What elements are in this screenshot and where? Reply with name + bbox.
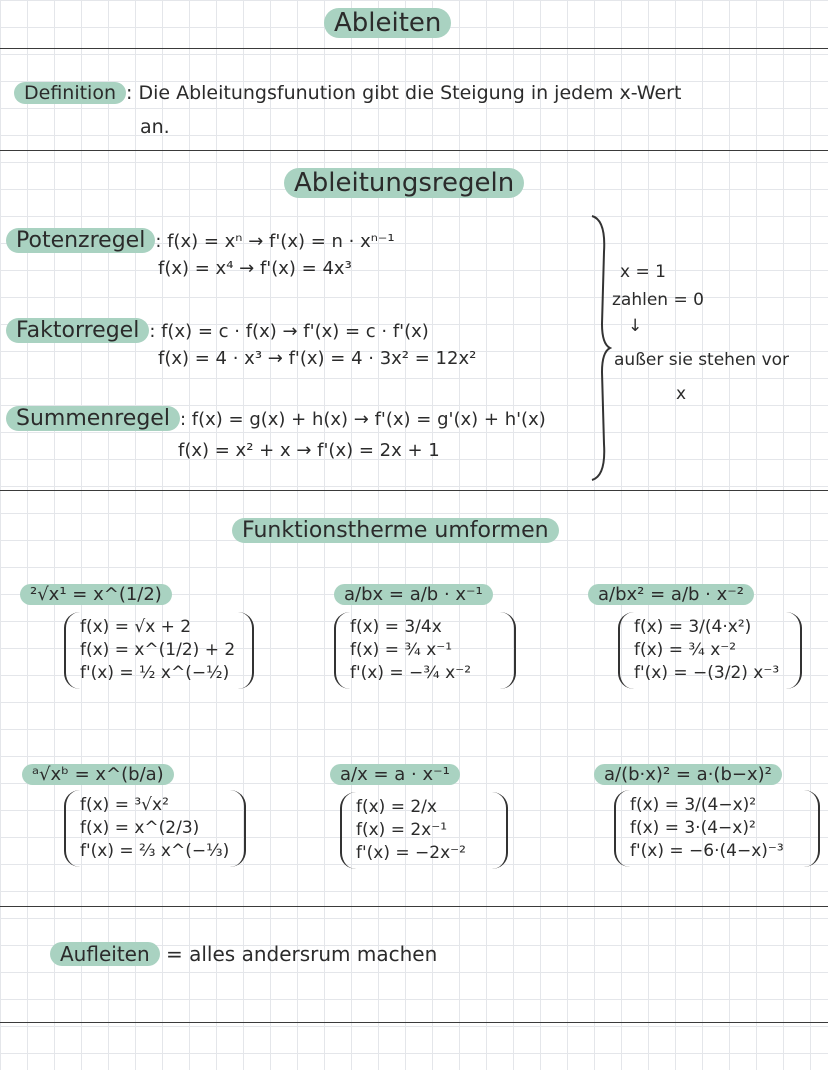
- card-1-box: f(x) = √x + 2 f(x) = x^(1/2) + 2 f'(x) = ½ x^(−½): [64, 612, 254, 689]
- card-4-box: f(x) = ³√x² f(x) = x^(2/3) f'(x) = ⅔ x^(−⅓): [64, 790, 246, 867]
- definition-text: : Die Ableitungsfunution gibt die Steigung in jedem x-Wert: [126, 82, 682, 104]
- summenregel-label: Summenregel: [6, 406, 180, 431]
- down-arrow-icon: ↓: [628, 316, 643, 336]
- aufleiten-line: [50, 942, 437, 966]
- summenregel-line-2: f(x) = x² + x → f'(x) = 2x + 1: [178, 440, 440, 461]
- card-3-header: a/bx² = a/b · x⁻²: [588, 584, 754, 605]
- card-6-box: f(x) = 3/(4−x)² f(x) = 3·(4−x)² f'(x) = −6·(4−x)⁻³: [614, 790, 820, 867]
- side-note-ausser: außer sie stehen vor: [614, 350, 790, 370]
- divider: [0, 490, 828, 491]
- divider: [0, 48, 828, 49]
- definition-label: Definition: [14, 82, 126, 104]
- curly-brace-icon: [588, 212, 612, 484]
- card-1-header: ²√x¹ = x^(1/2): [20, 584, 172, 605]
- side-note-x2: x: [676, 384, 687, 404]
- faktorregel-label: Faktorregel: [6, 318, 149, 343]
- card-3-box: f(x) = 3/(4·x²) f(x) = ¾ x⁻² f'(x) = −(3/2) x⁻³: [618, 612, 802, 689]
- divider: [0, 150, 828, 151]
- potenzregel-line-2: f(x) = x⁴ → f'(x) = 4x³: [158, 258, 352, 279]
- definition-line-2: an.: [140, 116, 170, 138]
- card-2-header: a/bx = a/b · x⁻¹: [334, 584, 493, 605]
- potenzregel-label: Potenzregel: [6, 228, 155, 253]
- potenzregel-line-1: Potenzregel : f(x) = xⁿ → f'(x) = n · xⁿ⁻¹: [6, 228, 395, 253]
- page-title: Ableiten: [324, 8, 451, 38]
- card-5-header: a/x = a · x⁻¹: [330, 764, 460, 785]
- card-6-header: a/(b·x)² = a·(b−x)²: [594, 764, 782, 785]
- rules-heading: Ableitungsregeln: [284, 168, 524, 198]
- definition-line-1: [14, 82, 681, 104]
- aufleiten-label: Aufleiten: [50, 942, 160, 966]
- aufleiten-text: = alles andersrum machen: [166, 942, 438, 966]
- side-note-x: x = 1: [620, 262, 666, 282]
- faktorregel-line-2: f(x) = 4 · x³ → f'(x) = 4 · 3x² = 12x²: [158, 348, 477, 369]
- summenregel-line-1: Summenregel : f(x) = g(x) + h(x) → f'(x) = g'(x) + h'(x): [6, 406, 546, 431]
- divider: [0, 906, 828, 907]
- side-note-zahlen: zahlen = 0: [612, 290, 704, 310]
- card-5-box: f(x) = 2/x f(x) = 2x⁻¹ f'(x) = −2x⁻²: [340, 792, 508, 869]
- faktorregel-line-1: Faktorregel : f(x) = c · f(x) → f'(x) = c · f'(x): [6, 318, 429, 343]
- divider: [0, 1022, 828, 1023]
- transform-heading: Funktionstherme umformen: [232, 518, 559, 543]
- card-2-box: f(x) = 3/4x f(x) = ¾ x⁻¹ f'(x) = −¾ x⁻²: [334, 612, 516, 689]
- card-4-header: ᵃ√xᵇ = x^(b/a): [22, 764, 174, 785]
